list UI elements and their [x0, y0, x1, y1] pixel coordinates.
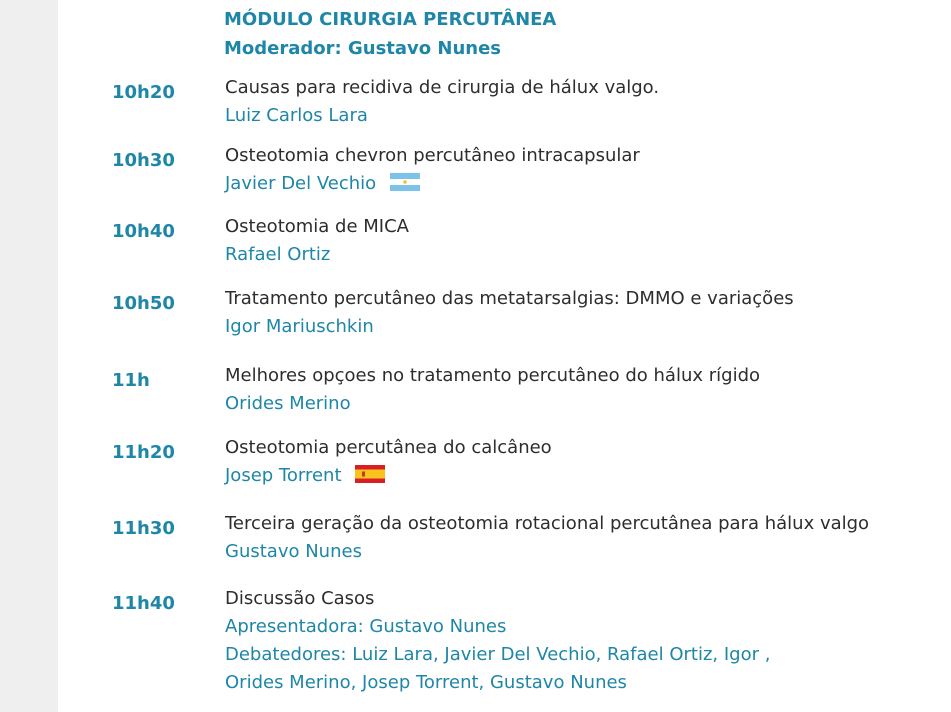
- session-time: 11h40: [112, 593, 175, 614]
- module-title: MÓDULO CIRURGIA PERCUTÂNEA: [224, 9, 557, 30]
- spain-flag-icon: [355, 465, 385, 483]
- session-presenter: Apresentadora: Gustavo Nunes: [225, 616, 507, 637]
- session-debaters-line-2: Orides Merino, Josep Torrent, Gustavo Nunes: [225, 672, 627, 693]
- session-debaters-line-1: Debatedores: Luiz Lara, Javier Del Vechio, Rafael Ortiz, Igor ,: [225, 644, 771, 665]
- session-title: Osteotomia chevron percutâneo intracapsular: [225, 145, 640, 166]
- session-title: Discussão Casos: [225, 588, 375, 609]
- session-title: Melhores opçoes no tratamento percutâneo do hálux rígido: [225, 365, 761, 386]
- session-speaker: Luiz Carlos Lara: [225, 105, 368, 126]
- session-title: Causas para recidiva de cirurgia de hálux valgo.: [225, 77, 660, 98]
- module-moderator: Moderador: Gustavo Nunes: [224, 38, 502, 59]
- session-speaker: Igor Mariuschkin: [225, 316, 374, 337]
- session-time: 10h30: [112, 150, 175, 171]
- session-time: 11h: [112, 370, 150, 391]
- session-time: 10h20: [112, 82, 175, 103]
- session-title: Osteotomia percutânea do calcâneo: [225, 437, 552, 458]
- session-time: 10h40: [112, 221, 175, 242]
- session-title: Tratamento percutâneo das metatarsalgias: DMMO e variações: [225, 288, 794, 309]
- session-title: Osteotomia de MICA: [225, 216, 409, 237]
- session-time: 11h30: [112, 518, 175, 539]
- session-title: Terceira geração da osteotomia rotacional percutânea para hálux valgo: [225, 513, 870, 534]
- session-speaker: Rafael Ortiz: [225, 244, 331, 265]
- session-speaker: Josep Torrent: [225, 465, 342, 486]
- argentina-flag-icon: [390, 173, 420, 191]
- session-time: 10h50: [112, 293, 175, 314]
- session-speaker: Gustavo Nunes: [225, 541, 362, 562]
- session-time: 11h20: [112, 442, 175, 463]
- session-speaker: Orides Merino: [225, 393, 351, 414]
- session-speaker: Javier Del Vechio: [225, 173, 377, 194]
